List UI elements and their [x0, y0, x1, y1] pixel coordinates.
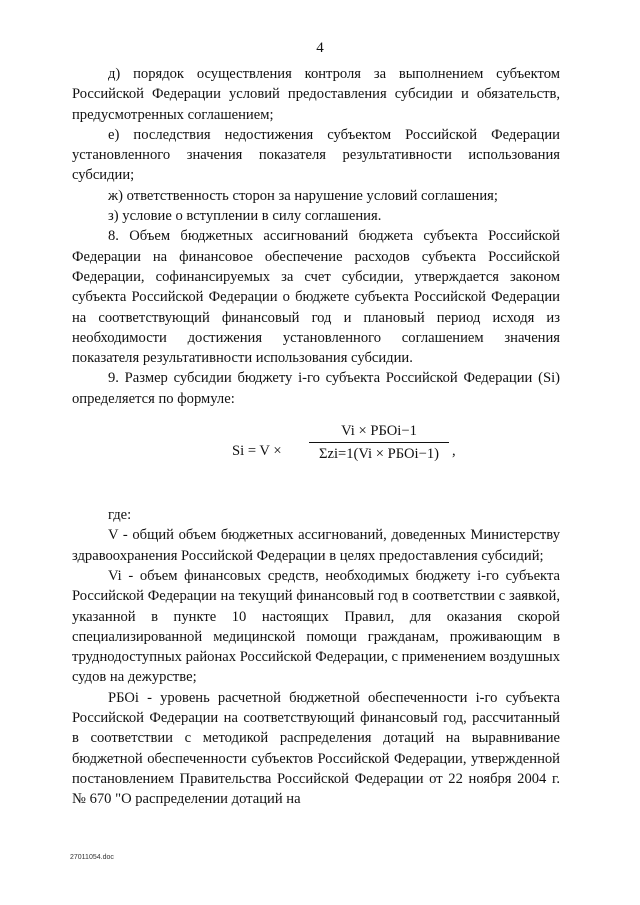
- paragraph-where: где:: [108, 507, 132, 524]
- formula-denominator: Σzi=1(Vi × РБОi−1): [318, 446, 440, 463]
- paragraph-z: з) условие о вступлении в силу соглашения.: [108, 208, 382, 225]
- paragraph-rbo-definition: РБОi - уровень расчетной бюджетной обеспеченности i-го субъекта Российской Федерации на соответствующий финансовый год, рассчитанный в соответствии с методикой распределения дотаций на выравнивание бюджетной обеспеченности субъектов Российской Федерации, утвержденной постановлением Правительства Российской Федерации от 22 ноября 2004 г. № 670 "О распределении дотаций на: [72, 689, 560, 808]
- paragraph-8: 8. Объем бюджетных ассигнований бюджета субъекта Российской Федерации на финансовое обеспечение расходов субъекта Российской Федерации, софинансируемых за счет субсидии, утверждается законом субъекта Российской Федерации о бюджете субъекта Российской Федерации на соответствующий финансовый год и плановый период исходя из необходимости достижения установленного соглашением значения показателя результативности использования субсидии.: [72, 228, 560, 367]
- formula-block: [72, 409, 560, 505]
- formula-lhs: Si = V ×: [232, 443, 282, 460]
- paragraph-d: д) порядок осуществления контроля за выполнением субъектом Российской Федерации условий предоставления субсидии и обязательств, предусмотренных соглашением;: [72, 66, 560, 123]
- document-filename: 27011054.doc: [70, 854, 114, 861]
- formula-numerator: Vi × РБОi−1: [341, 423, 417, 440]
- paragraph-v-definition: V - общий объем бюджетных ассигнований, доведенных Министерству здравоохранения Российской Федерации в целях предоставления субсидий;: [72, 527, 560, 564]
- formula-fraction: [309, 421, 449, 465]
- paragraph-zh: ж) ответственность сторон за нарушение условий соглашения;: [108, 187, 498, 204]
- paragraph-9: 9. Размер субсидии бюджету i-го субъекта Российской Федерации (Si) определяется по формуле:: [72, 370, 560, 407]
- fraction-bar: [309, 442, 449, 443]
- document-body: [72, 64, 560, 810]
- paragraph-vi-definition: Vi - объем финансовых средств, необходимых бюджету i-го субъекта Российской Федерации на текущий финансовый год в соответствии с заявкой, указанной в пункте 10 настоящих Правил, для оказания скорой специализированной медицинской помощи гражданам, проживающим в труднодоступных районах Российской Федерации, с применением воздушных судов на дежурстве;: [72, 567, 560, 686]
- formula-comma: ,: [452, 443, 456, 460]
- page-number: 4: [316, 40, 324, 56]
- paragraph-e: е) последствия недостижения субъектом Российской Федерации установленного значения показателя результативности использования субсидии;: [72, 126, 560, 184]
